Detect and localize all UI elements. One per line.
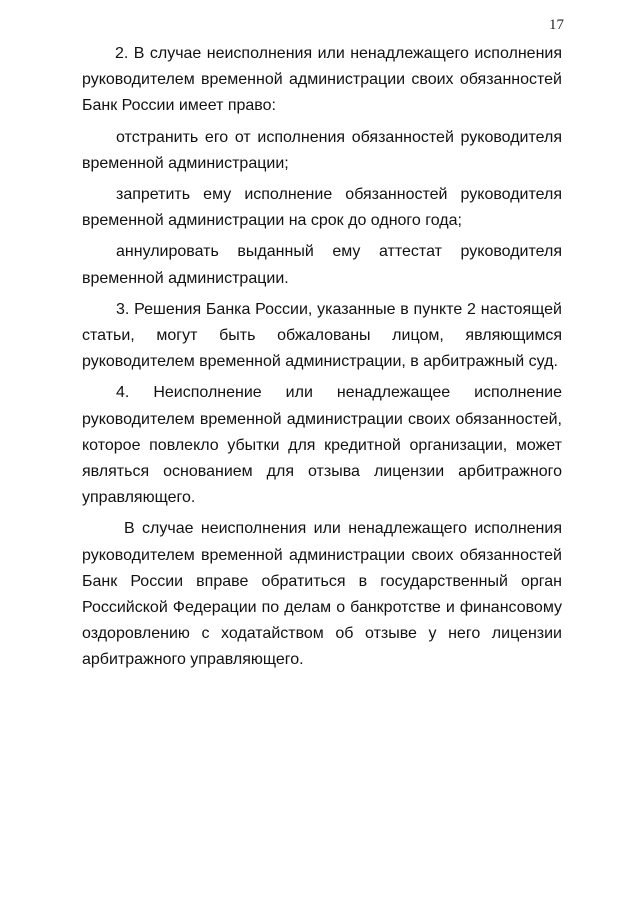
paragraph-dismiss: отстранить его от исполнения обязанностей руководителя временной администрации; [82,128,562,172]
page-number: 17 [549,17,564,33]
paragraph-annul: аннулировать выданный ему аттестат руководителя временной администрации. [82,243,562,287]
paragraph-clause-2: 2. В случае неисполнения или ненадлежащего исполнения руководителем временной администрации своих обязанностей Банк России имеет право: [82,45,562,115]
paragraph-clause-4: 4. Неисполнение или ненадлежащее исполнение руководителем временной администрации своих обязанностей, которое повлекло убытки для кредитной организации, может являться основанием для отзыва лицензии арбитражного управляющего. [82,384,562,507]
paragraph-petition: В случае неисполнения или ненадлежащего исполнения руководителем временной администрации своих обязанностей Банк России вправе обратиться в государственный орган Российской Федерации по делам о банкротстве и финансовому оздоровлению с ходатайством об отзыве у него лицензии арбитражного управляющего. [82,520,562,669]
document-body [82,41,562,674]
paragraph-clause-3: 3. Решения Банка России, указанные в пункте 2 настоящей статьи, могут быть обжалованы лицом, являющимся руководителем временной администрации, в арбитражный суд. [82,300,562,371]
paragraph-prohibit: запретить ему исполнение обязанностей руководителя временной администрации на срок до одного года; [82,186,562,230]
